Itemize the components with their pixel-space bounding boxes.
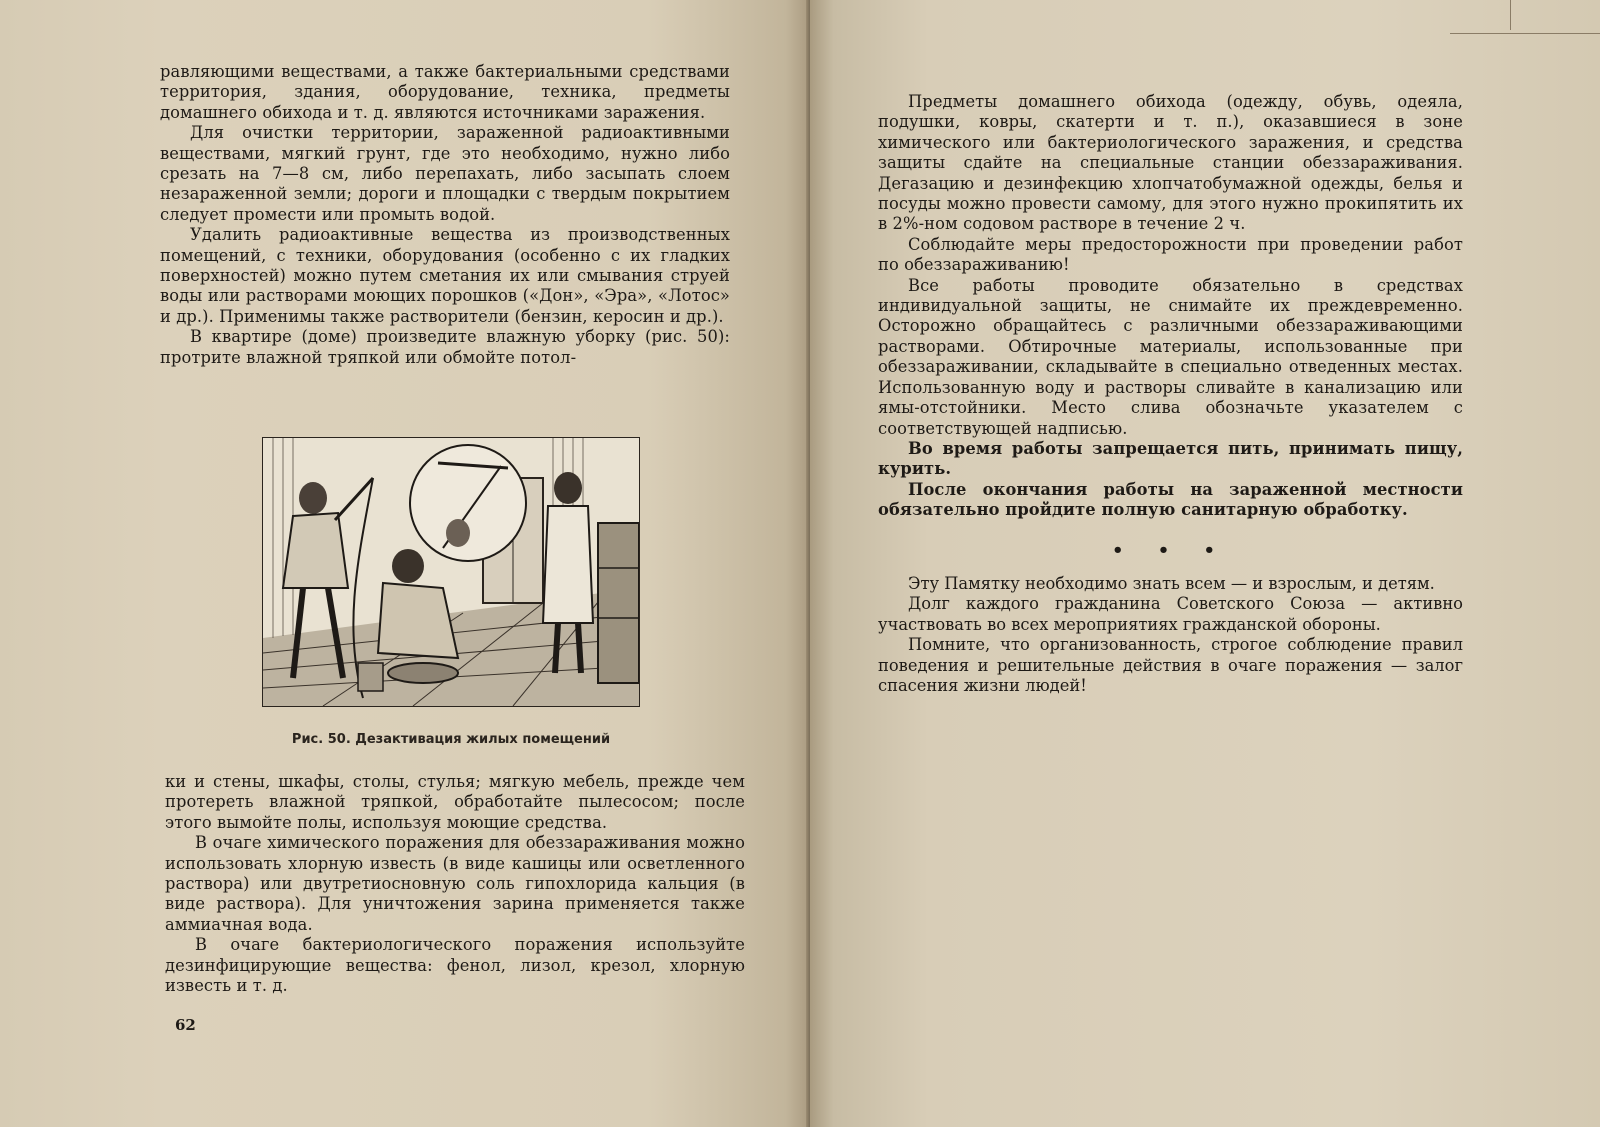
paragraph: ки и стены, шкафы, столы, стулья; мягкую мебель, прежде чем протереть влажной тряпкой, обработайте пылесосом; после этого вымойте полы, используя моющие средства. — [165, 772, 745, 832]
paragraph: Предметы домашнего обихода (одежду, обувь, одеяла, подушки, ковры, скатерти и т. п.), оказавшиеся в зоне химического или бактериологического заражения, и средства защиты сдайте на специальные станции обеззараживания. Дегазацию и дезинфекцию хлопчатобумажной одежды, белья и посуды можно провести самому, для этого нужно прокипятить их в 2%-ном содовом растворе в течение 2 ч. — [878, 92, 1463, 234]
paragraph: После окончания работы на зараженной местности обязательно пройдите полную санитарную обработку. — [878, 479, 1463, 520]
left-page-text-bottom — [165, 772, 745, 996]
paragraph: равляющими веществами, а также бактериальными средствами территория, здания, оборудование, техника, предметы домашнего обихода и т. д. являются источниками заражения. — [160, 62, 730, 122]
right-page-text — [878, 92, 1463, 521]
paragraph: Соблюдайте меры предосторожности при проведении работ по обеззараживанию! — [878, 234, 1463, 275]
right-page-closing-text — [878, 574, 1463, 696]
page-number: 62 — [175, 1016, 196, 1034]
paragraph: Для очистки территории, зараженной радиоактивными веществами, мягкий грунт, где это необходимо, нужно либо срезать на 7—8 см, либо перепахать, либо засыпать слоем незараженной земли; дороги и площадки с твердым покрытием следует промести или промыть водой. — [160, 123, 730, 224]
left-page-text-top — [160, 62, 730, 368]
right-page — [810, 0, 1600, 1127]
paragraph: В очаге бактериологического поражения используйте дезинфицирующие вещества: фенол, лизол, крезол, хлорную известь и т. д. — [165, 935, 745, 996]
paragraph: В очаге химического поражения для обеззараживания можно использовать хлорную известь (в виде кашицы или осветленного раствора) или двутретиосновную соль гипохлорида кальция (в виде раствора). Для уничтожения зарина применяется также аммиачная вода. — [165, 833, 745, 934]
paragraph: В квартире (доме) произведите влажную уборку (рис. 50): протрите влажной тряпкой или обмойте потол- — [160, 327, 730, 367]
paragraph: Во время работы запрещается пить, принимать пищу, курить. — [878, 438, 1463, 479]
paragraph: Эту Памятку необходимо знать всем — и взрослым, и детям. — [908, 574, 1435, 593]
figure-caption: Рис. 50. Дезактивация жилых помещений — [291, 732, 611, 747]
section-separator: • • • — [1111, 540, 1230, 561]
paragraph: Все работы проводите обязательно в средствах индивидуальной защиты, не снимайте их преждевременно. Осторожно обращайтесь с различными обеззараживающими растворами. Обтирочные материалы, использованные при обеззараживании, складывайте в специально отведенных местах. Использованную воду и растворы сливайте в канализацию или ямы-отстойники. Место слива обозначьте указателем с соответствующей надписью. — [878, 275, 1463, 438]
page-edge-mark — [1450, 33, 1600, 34]
paragraph: Помните, что организованность, строгое соблюдение правил поведения и решительные действия в очаге поражения — залог спасения жизни людей! — [878, 635, 1463, 696]
page-edge-mark — [1510, 0, 1511, 30]
decontamination-illustration — [262, 437, 640, 707]
paragraph: Удалить радиоактивные вещества из производственных помещений, с техники, оборудования (особенно с их гладких поверхностей) можно путем сметания их или смывания струей воды или растворами моющих порошков («Дон», «Эра», «Лотос» и др.). Применимы также растворители (бензин, керосин и др.). — [160, 225, 730, 326]
room-drawing — [263, 438, 639, 706]
paragraph: Долг каждого гражданина Советского Союза — активно участвовать во всех мероприятиях гражданской обороны. — [878, 594, 1463, 634]
